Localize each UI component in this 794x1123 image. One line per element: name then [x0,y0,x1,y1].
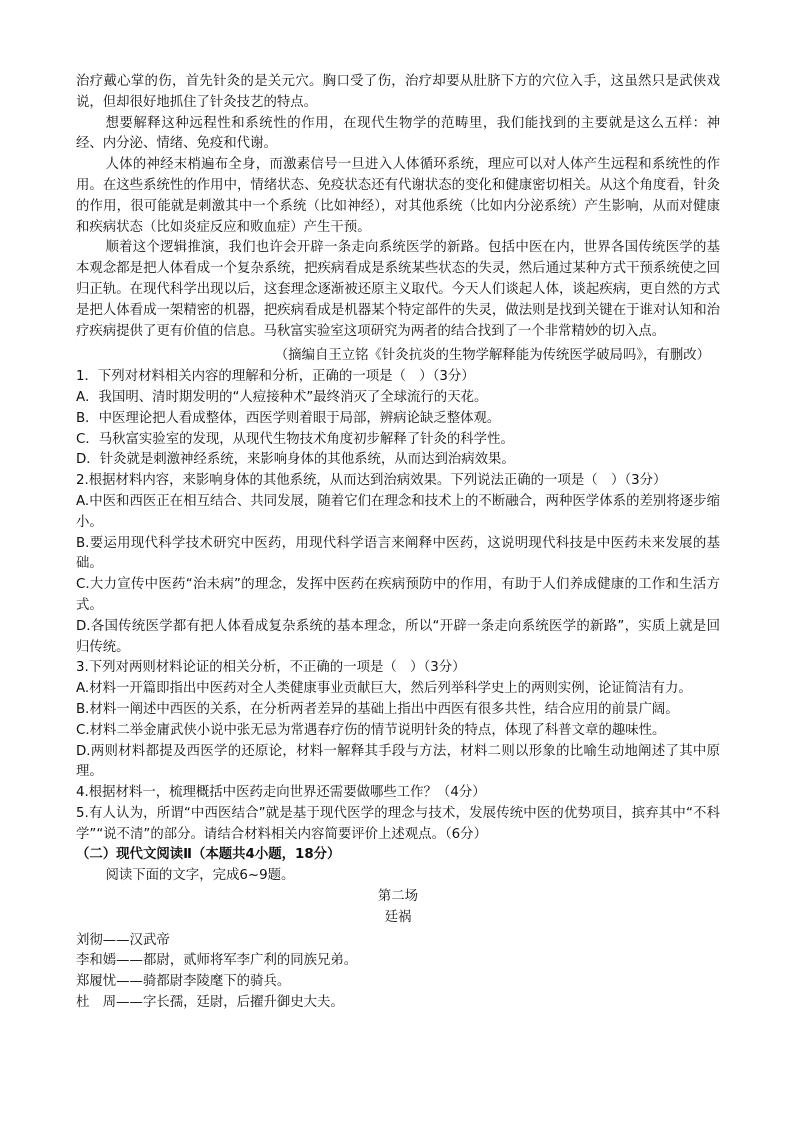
question-stem: 1．下列对材料相关内容的理解和分析，正确的一项是（ ）（3分） [76,369,475,385]
scene-title: 廷祸 [384,909,412,925]
question-option: B.要运用现代科学技术研究中医药，用现代科学语言来阐释中医药，这说明现代科技是中医药未来发展的基础。 [76,535,720,572]
question-5 [76,804,720,846]
section-instruction: 阅读下面的文字，完成6~9题。 [105,868,295,884]
question-option: A.材料一开篇即指出中医药对全人类健康事业贡献巨大，然后列举科学史上的两则实例，论证简洁有力。 [76,681,692,697]
question-2 [76,471,720,658]
question-option: C.大力宣传中医药“治未病”的理念，发挥中医药在疾病预防中的作用，有助于人们养成健康的工作和生活方式。 [76,577,720,613]
question-3 [76,658,720,783]
question-option: C．马秋富实验室的发现，从现代生物技术角度初步解释了针灸的科学性。 [76,431,514,447]
question-option: B.材料一阐述中西医的关系，在分析两者差异的基础上指出中西医有很多共性，结合应用的前景广阔。 [76,701,679,717]
question-option: C.材料二举金庸武侠小说中张无忌为常遇春疗伤的情节说明针灸的特点，体现了科普文章的趣味性。 [76,722,666,738]
question-option: A．我国明、清时期发明的“人痘接种术”最终消灭了全球流行的天花。 [76,389,488,405]
question-stem: 5.有人认为，所谓“中西医结合”就是基于现代医学的理念与技术，发展传统中医的优势项目，摈弃其中“不科学”“说不清”的部分。请结合材料相关内容简要评价上述观点。（6分） [76,805,720,842]
scene-number: 第二场 [377,889,419,905]
section-2 [76,845,720,1013]
cast-role: 郑履忧——骑都尉李陵麾下的骑兵。 [76,974,291,990]
cast-role: 李和嫣——都尉，贰师将军李广利的同族兄弟。 [76,953,358,969]
article-paragraph: 人体的神经末梢遍布全身，而激素信号一旦进入人体循环系统，理应可以对人体产生远程和系统性的作用。在这些系统性的作用中，情绪状态、免疫状态还有代谢状态的变化和健康密切相关。从这个角度看，针灸的作用，很可能就是刺激其中一个系统（比如神经），对其他系统（比如内分泌系统）产生影响，从而对健康和疾病状态（比如炎症反应和败血症）产生干预。 [76,157,720,235]
question-option: D.各国传统医学都有把人体看成复杂系统的基本理念，所以“开辟一条走向系统医学的新路”，实质上就是回归传统。 [76,618,720,655]
question-4 [76,783,720,804]
question-option: D．针灸就是刺激神经系统，来影响身体的其他系统，从而达到治病效果。 [76,452,515,468]
section-heading: （二）现代文阅读Ⅱ（本题共4小题，18分） [76,847,341,863]
question-stem: 2.根据材料内容，来影响身体的其他系统，从而达到治病效果。下列说法正确的一项是（ ）（3分） [76,473,667,489]
article-paragraph: 顺着这个逻辑推演，我们也许会开辟一条走向系统医学的新路。包括中医在内，世界各国传统医学的基本观念都是把人体看成一个复杂系统，把疾病看成是系统某些状态的失灵，然后通过某种方式干预系统使之回归正轨。在现代科学出现以后，这套理念逐渐被还原主义取代。今天人们谈起人体，谈起疾病，更自然的方式是把人体看成一架精密的机器，把疾病看成是机器某个特定部件的失灵，做法则是找到关键在于谁对认知和治疗疾病提供了更有价值的信息。马秋富实验室这项研究为两者的结合找到了一个非常精妙的切入点。 [76,240,720,339]
article-body [76,72,720,367]
question-option: A.中医和西医正在相互结合、共同发展，随着它们在理念和技术上的不断融合，两种医学体系的差别将逐步缩小。 [76,493,720,530]
article-paragraph: 想要解释这种远程性和系统性的作用，在现代生物学的范畴里，我们能找到的主要就是这么五样：神经、内分泌、情绪、免疫和代谢。 [76,115,720,152]
question-1 [76,367,720,471]
cast-role: 杜 周——字长孺，廷尉，后擢升御史大夫。 [76,995,344,1011]
cast-list [76,931,720,1014]
document-page [76,72,720,1014]
question-stem: 3.下列对两则材料论证的相关分析，不正确的一项是（ ）（3分） [76,660,466,676]
article-paragraph: 治疗戴心掌的伤，首先针灸的是关元穴。胸口受了伤，治疗却要从肚脐下方的穴位入手，这虽然只是武侠戏说，但却很好地抓住了针灸技艺的特点。 [76,74,720,110]
article-source: （摘编自王立铭《针灸抗炎的生物学解释能为传统医学破局吗》，有删改） [274,348,710,364]
question-option: B．中医理论把人看成整体，西医学则着眼于局部，辨病论缺乏整体观。 [76,410,501,426]
question-option: D.两则材料都提及西医学的还原论，材料一解释其手段与方法，材料二则以形象的比喻生动地阐述了其中原理。 [76,743,720,780]
cast-role: 刘彻——汉武帝 [76,932,170,948]
question-stem: 4.根据材料一，梳理概括中医药走向世界还需要做哪些工作？（4分） [76,785,486,801]
